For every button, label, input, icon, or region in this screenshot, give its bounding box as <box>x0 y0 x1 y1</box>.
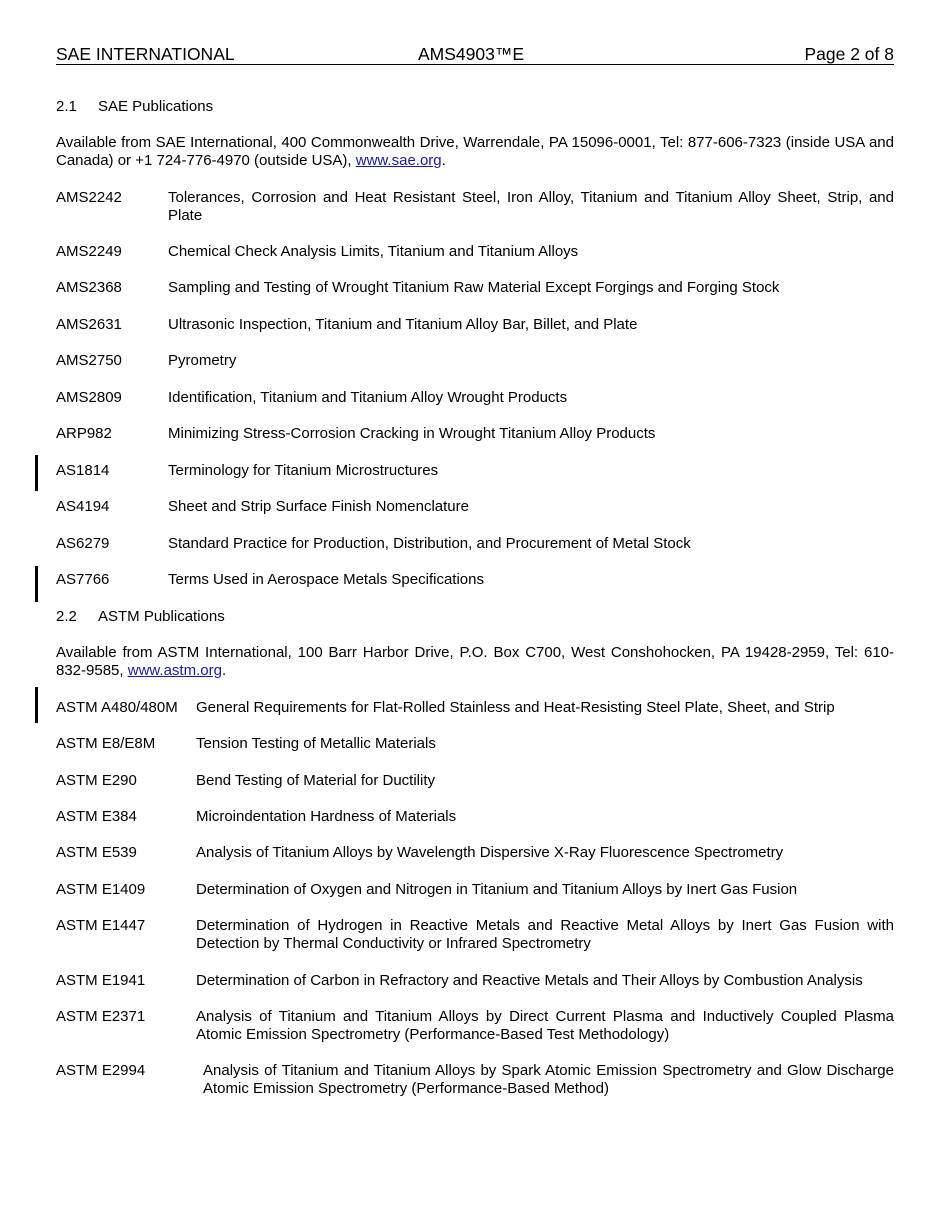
astm-section-title: ASTM Publications <box>98 608 225 625</box>
ref-title: Sampling and Testing of Wrought Titanium Raw Material Except Forgings and Forging Stock <box>168 279 780 296</box>
page-header <box>56 44 894 65</box>
sae-intro-end: . <box>441 152 446 169</box>
sae-section-number: 2.1 <box>56 98 77 115</box>
ref-title: Analysis of Titanium and Titanium Alloys by Spark Atomic Emission Spectrometry and Glow Discharge Atomic Emission Spectrometry (Performance-Based Method) <box>203 1062 894 1097</box>
sae-intro-text: Available from SAE International, 400 Commonwealth Drive, Warrendale, PA 15096-0001, Tel: 877-606-7323 (inside USA and Canada) or +1 724-776-4970 (outside USA), <box>56 134 894 169</box>
ref-code: AS7766 <box>56 571 110 588</box>
sae-website-link[interactable]: www.sae.org <box>355 152 442 169</box>
ref-code: ASTM A480/480M <box>56 699 178 716</box>
ref-code: ASTM E1941 <box>56 972 146 989</box>
ref-code: AS4194 <box>56 498 110 515</box>
astm-intro-text: Available from ASTM International, 100 Barr Harbor Drive, P.O. Box C700, West Conshohocken, PA 19428-2959, Tel: 610-832-9585, <box>56 644 894 679</box>
ref-title: Analysis of Titanium and Titanium Alloys by Direct Current Plasma and Inductively Coupled Plasma Atomic Emission Spectrometry (Performance-Based Test Methodology) <box>196 1008 894 1043</box>
ref-code: AMS2249 <box>56 243 122 260</box>
ref-title: Terms Used in Aerospace Metals Specifications <box>168 571 484 588</box>
ref-code: AMS2750 <box>56 352 122 369</box>
astm-intro-end: . <box>221 662 227 679</box>
astm-section-number: 2.2 <box>56 608 77 625</box>
ref-code: ASTM E384 <box>56 808 137 825</box>
ref-code: AS1814 <box>56 462 110 479</box>
ref-title: Chemical Check Analysis Limits, Titanium and Titanium Alloys <box>168 243 579 260</box>
ref-title: Determination of Carbon in Refractory and Reactive Metals and Their Alloys by Combustion Analysis <box>196 972 863 989</box>
astm-website-link[interactable]: www.astm.org <box>127 662 222 679</box>
ref-title: Ultrasonic Inspection, Titanium and Titanium Alloy Bar, Billet, and Plate <box>168 316 638 333</box>
ref-title: Pyrometry <box>168 352 237 369</box>
ref-title: General Requirements for Flat-Rolled Stainless and Heat-Resisting Steel Plate, Sheet, and Strip <box>196 699 835 716</box>
header-org: SAE INTERNATIONAL <box>56 44 235 64</box>
ref-code: ASTM E2994 <box>56 1062 146 1079</box>
ref-title: Tolerances, Corrosion and Heat Resistant Steel, Iron Alloy, Titanium and Titanium Alloy Sheet, Strip, and Plate <box>168 189 894 224</box>
ref-code: AMS2242 <box>56 189 122 206</box>
ref-title: Sheet and Strip Surface Finish Nomenclature <box>168 498 469 515</box>
ref-code: AMS2368 <box>56 279 122 296</box>
ref-title: Identification, Titanium and Titanium Alloy Wrought Products <box>168 389 568 406</box>
ref-code: ASTM E539 <box>56 844 137 861</box>
ref-code: ASTM E1409 <box>56 881 146 898</box>
ref-code: ASTM E8/E8M <box>56 735 156 752</box>
ref-title: Analysis of Titanium Alloys by Wavelength Dispersive X-Ray Fluorescence Spectrometry <box>196 844 784 861</box>
ref-code: AMS2809 <box>56 389 122 406</box>
ref-code: AMS2631 <box>56 316 122 333</box>
ref-code: ASTM E1447 <box>56 917 146 934</box>
revision-change-bar <box>35 566 38 602</box>
ref-title: Determination of Hydrogen in Reactive Metals and Reactive Metal Alloys by Inert Gas Fusion with Detection by Thermal Conductivity or Infrared Spectrometry <box>196 917 894 952</box>
sae-availability-paragraph <box>56 134 894 170</box>
header-doc-number: AMS4903™E <box>418 44 525 64</box>
ref-title: Determination of Oxygen and Nitrogen in Titanium and Titanium Alloys by Inert Gas Fusion <box>196 881 798 898</box>
ref-code: ARP982 <box>56 425 112 442</box>
ref-title: Bend Testing of Material for Ductility <box>196 772 435 789</box>
ref-title: Standard Practice for Production, Distribution, and Procurement of Metal Stock <box>168 535 691 552</box>
astm-availability-paragraph <box>56 644 894 680</box>
revision-change-bar <box>35 687 38 723</box>
ref-code: ASTM E290 <box>56 772 137 789</box>
revision-change-bar <box>35 455 38 491</box>
sae-section-title: SAE Publications <box>98 98 214 115</box>
ref-code: AS6279 <box>56 535 110 552</box>
ref-title: Tension Testing of Metallic Materials <box>196 735 436 752</box>
ref-code: ASTM E2371 <box>56 1008 146 1025</box>
ref-title: Microindentation Hardness of Materials <box>196 808 457 825</box>
ref-title: Minimizing Stress-Corrosion Cracking in Wrought Titanium Alloy Products <box>168 425 656 442</box>
header-page-number: Page 2 of 8 <box>804 44 894 64</box>
ref-title: Terminology for Titanium Microstructures <box>168 462 439 479</box>
